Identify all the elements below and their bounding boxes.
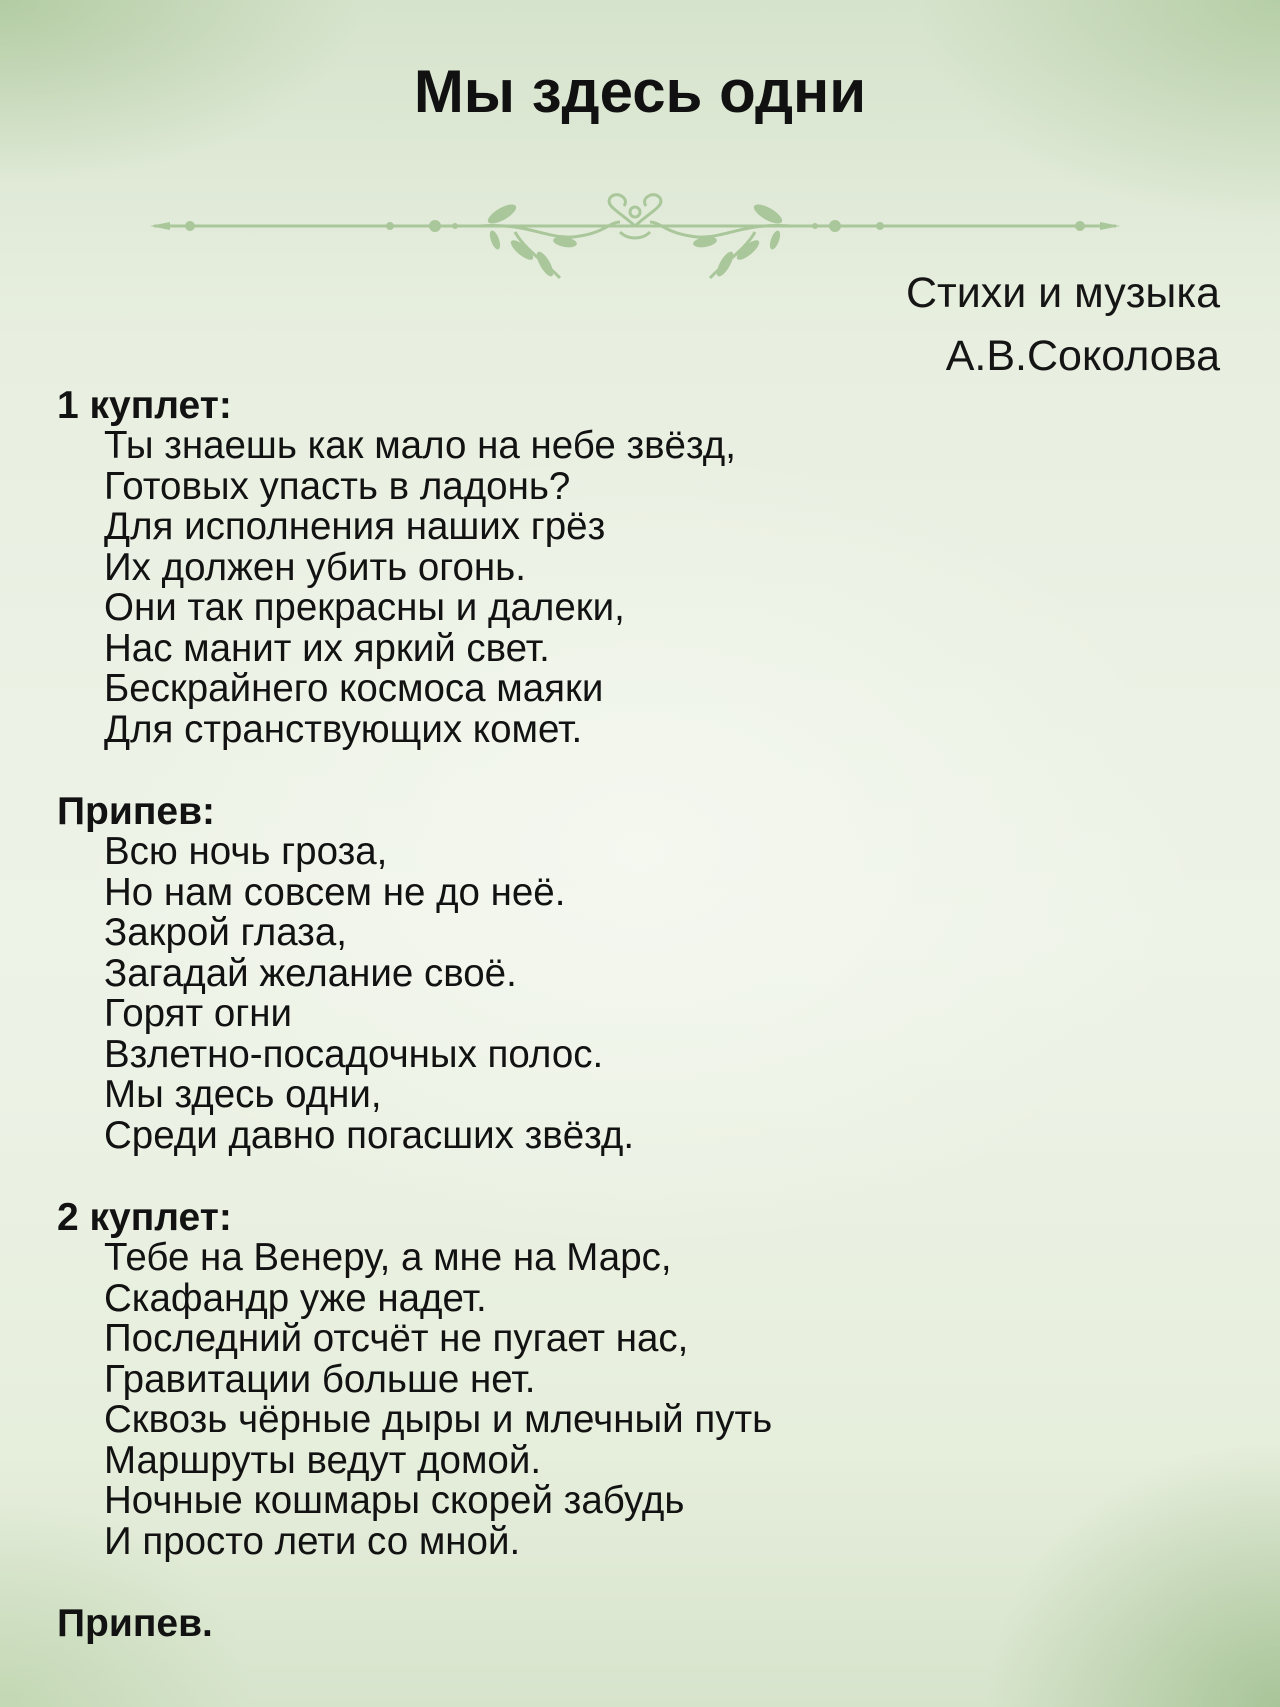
credits-line: Стихи и музыка [905,269,1220,317]
verse-2 [57,1198,1157,1562]
lyric-line: Взлетно-посадочных полос. [104,1032,604,1076]
lyric-line: Их должен убить огонь. [104,545,526,589]
verse-1 [57,386,1157,750]
lyric-line: Нас манит их яркий свет. [104,626,550,670]
author-credits [906,262,1220,388]
lyric-line: Всю ночь гроза, [104,830,388,873]
lyric-line: Скафандр уже надет. [104,1276,487,1320]
lyric-line: Они так прекрасны и далеки, [104,586,625,629]
lyric-line: Готовых упасть в ладонь? [104,464,571,508]
lyric-line: Для странствующих комет. [104,707,583,751]
lyric-line: Загадай желание своё. [104,951,517,995]
credits-author: А.В.Соколова [945,332,1220,380]
chorus [57,792,1157,1156]
lyric-line: Гравитации больше нет. [104,1357,536,1401]
lyric-line: Но нам совсем не до неё. [104,870,566,914]
lyric-line: Ты знаешь как мало на небе звёзд, [104,424,736,467]
lyric-line: Горят огни [104,992,293,1035]
lyric-line: Маршруты ведут домой. [104,1438,542,1482]
page-title: Мы здесь одни [413,58,867,125]
lyric-line: Среди давно погасших звёзд. [104,1113,635,1157]
section-heading: Припев: [57,790,216,833]
lyric-line: Для исполнения наших грёз [104,505,606,548]
lyric-line: Последний отсчёт не пугает нас, [104,1317,689,1360]
chorus-repeat [57,1604,1157,1644]
lyric-line: И просто лети со мной. [104,1519,521,1563]
lyric-line: Мы здесь одни, [104,1073,382,1116]
lyric-line: Закрой глаза, [104,911,347,954]
lyric-line: Бескрайнего космоса маяки [104,667,604,710]
lyric-line: Сквозь чёрные дыры и млечный путь [104,1398,773,1441]
section-heading: 1 куплет: [57,384,232,427]
lyric-line: Тебе на Венеру, а мне на Марс, [104,1236,672,1279]
section-heading: Припев. [57,1602,213,1645]
lyric-line: Ночные кошмары скорей забудь [104,1479,685,1522]
section-heading: 2 куплет: [57,1196,232,1239]
lyrics [57,386,1157,1686]
